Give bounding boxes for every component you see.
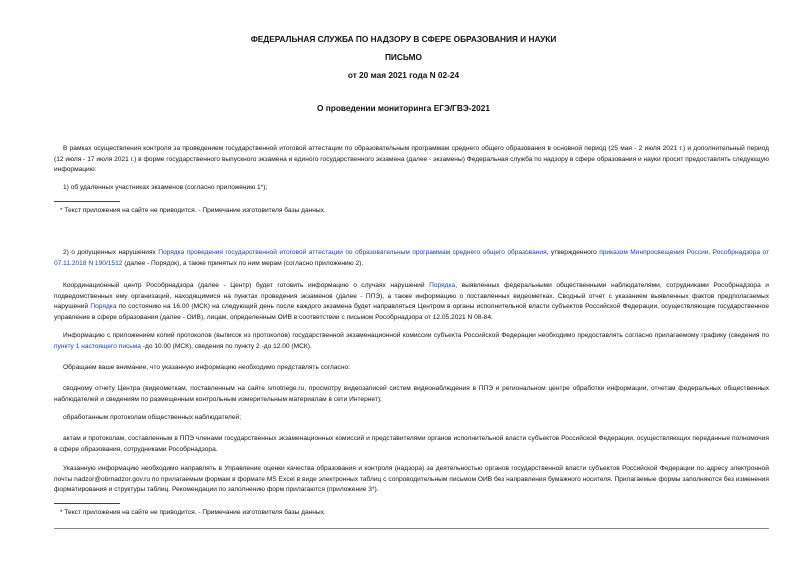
doc-type: ПИСЬМО (384, 52, 423, 62)
bottom-divider (54, 528, 769, 529)
footnote-rule (54, 201, 120, 202)
item-2-text-a: 2) о допущенных нарушениях (63, 249, 159, 256)
p3-text-a: Координационный центр Рособрнадзора (далее - Центр) будет готовить информацию о случаях нарушений (63, 282, 430, 289)
item-1: 1) об удаленных участниках экзаменов (согласно приложению 1*); (63, 184, 268, 191)
item-2-text-c: (далее - Порядок), а также принятых по ним мерам (согласно приложению 2). (122, 259, 364, 267)
summary-report-item: сводному отчету Центра (видеометкам, поставленным на сайте smotriege.ru, просмотру видеозаписей систем видеонаблюдения в ППЭ и региональном центре обработки информации, отчетам федеральных общественных наблюдателей и сведениям по размещенным контрольным измерительным материалам в сети Интернет); (54, 385, 769, 403)
date-number: от 20 мая 2021 года N 02-24 (347, 70, 460, 80)
org-title: ФЕДЕРАЛЬНАЯ СЛУЖБА ПО НАДЗОРУ В СФЕРЕ ОБРАЗОВАНИЯ И НАУКИ (250, 34, 557, 44)
item-2-text-b: , утвержденного (546, 249, 600, 256)
attention-paragraph: Обращаем ваше внимание, что указанную информацию необходимо представлять согласно: (63, 364, 350, 371)
intro-paragraph: В рамках осуществления контроля за проведением государственной итоговой аттестации по образовательным программам среднего общего образования в основной период (25 мая - 2 июля 2021 г.) и дополнительный период (12 июля - 17 июля 2021 г.) в форме государственного выпускного экзамена и единого государственного экзамена (далее - экзамены) Федеральная служба по надзору в сфере образования и науки просит предоставлять следующую информацию: (54, 145, 769, 174)
procedure-link[interactable]: Порядка проведения государственной итоговой аттестации по образовательным программам среднего общего образования (158, 249, 547, 256)
procedure-link-3[interactable]: Порядка (90, 303, 117, 311)
acts-item: актам и протоколам, составленным в ППЭ членами государственных экзаменационных комиссий и представителями органов исполнительной власти субъектов Российской Федерации, осуществляющих переданные полномочия в сфере образования, сотрудниками Рособрнадзора. (54, 435, 769, 453)
p4-text-b: -до 10.00 (МСК), сведения по пункту 2 -до 12.00 (МСК). (140, 342, 312, 350)
observer-protocols-item: обработанным протоколам общественных наблюдателей; (63, 414, 242, 421)
item-2 (54, 248, 769, 269)
footnote-1: * Текст приложения на сайте не приводится. - Примечание изготовителя базы данных. (60, 207, 326, 214)
p3-text-b: , выявленных федеральными общественными наблюдателями, сотрудниками Рособрнадзора и подведомственных ему организаций, находящимися на пунктах проведения экзаменов (далее - ППЭ), а также информацию о поставленных видеометках. Сводный отчет с указанием выявленных фактов предполагаемых нарушений (54, 282, 769, 311)
doc-subject: О проведении мониторинга ЕГЭ/ГВЭ-2021 (317, 103, 490, 113)
footnote-2: * Текст приложения на сайте не приводится. - Примечание изготовителя базы данных. (60, 509, 326, 516)
p3-text-c: по состоянию на 16.00 (МСК) на следующий день после каждого экзамена будет направляться Центром в органы исполнительной власти субъектов Российской Федерации, осуществляющие государственное управление в сфере образования (далее - ОИВ), лицам, определенным ОИВ в соответствии с письмом Рособрнадзора от 12.05.2021 N 08-84. (54, 303, 770, 321)
order-link[interactable]: приказом Минпросвещения России, Рособрнадзора от 07.11.2018 N 190/1512 (54, 249, 769, 267)
coordination-paragraph (54, 281, 769, 323)
footnote-rule-2 (54, 503, 120, 504)
schedule-paragraph (54, 331, 769, 352)
procedure-link-2[interactable]: Порядка (429, 282, 456, 289)
point-1-link[interactable]: пункту 1 настоящего письма (54, 342, 141, 350)
submission-paragraph: Указанную информацию необходимо направлять в Управление оценки качества образования и контроля (надзора) за деятельностью органов государственной власти субъектов Российской Федерации по адресу электронной почты nadzor@obrnadzor.gov.ru по прилагаемым формам в формате MS Excel в виде электронных таблиц с сопроводительным письмом ОИВ без направления бумажного носителя. Прилагаемые формы заполняются без изменения форматирования и структуры таблиц. Рекомендации по заполнению форм прилагаются (приложение 3*). (54, 465, 769, 494)
p4-text-a: Информацию с приложением копий протоколов (выписок из протоколов) государственной экзаменационной комиссии субъекта Российской Федерации необходимо предоставлять согласно прилагаемому графику (сведения по (63, 332, 769, 339)
